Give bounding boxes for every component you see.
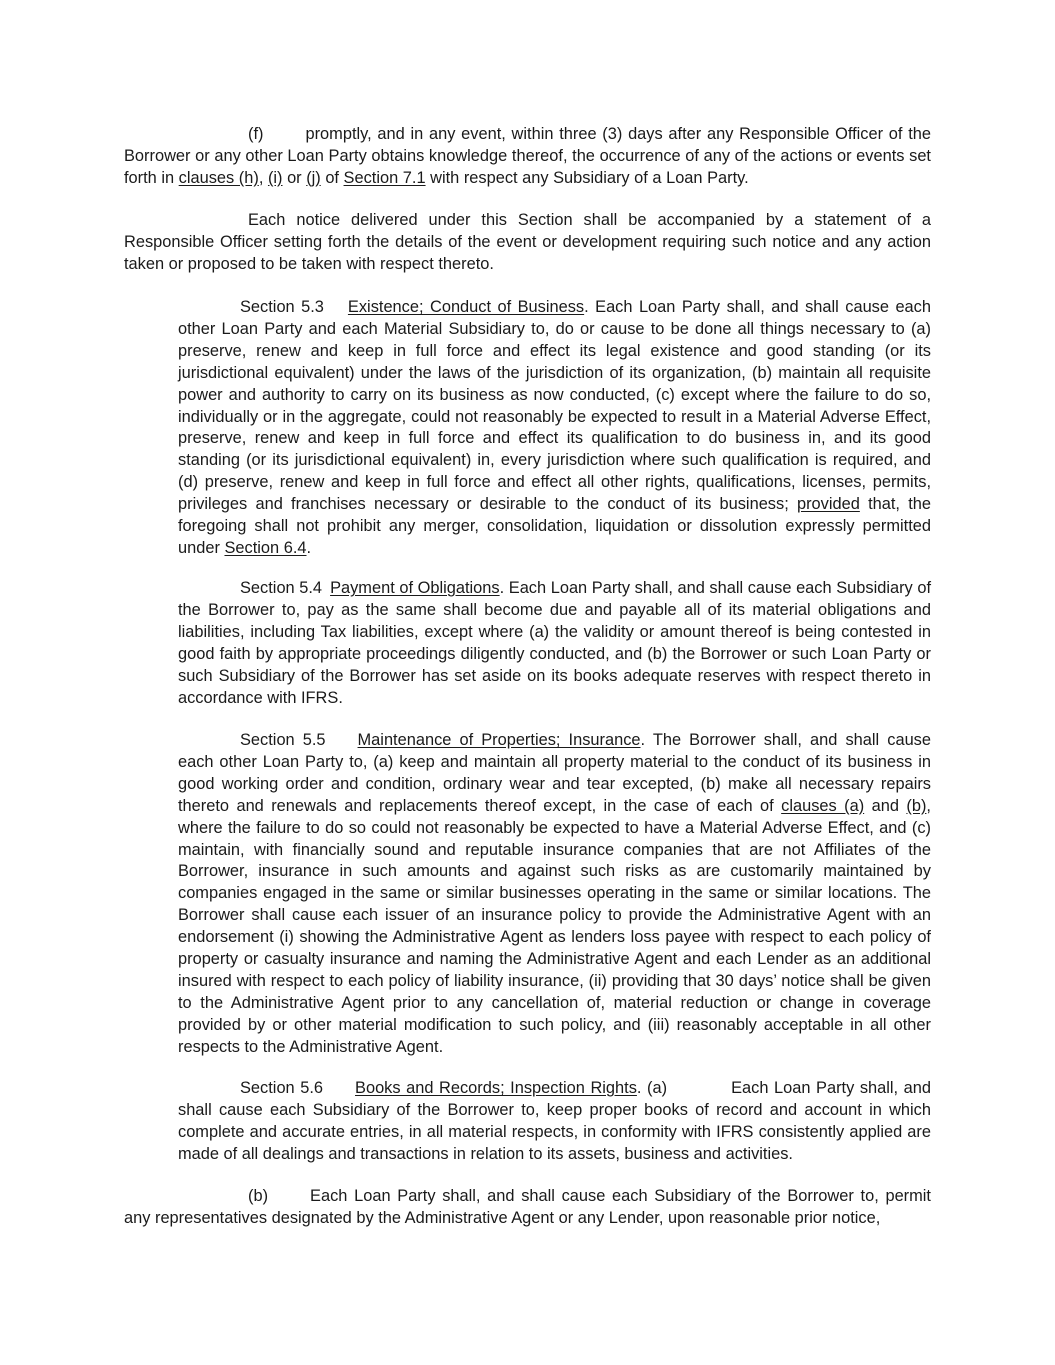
ref-clause-j: (j) <box>306 168 321 187</box>
section-5-6 <box>178 1078 931 1166</box>
separator: and <box>864 796 907 815</box>
paragraph-notice-text: Each notice delivered under this Section shall be accompanied by a statement of a Responsible Officer setting forth the details of the event or development requiring such notice and any action taken or proposed to be taken with respect thereto. <box>124 211 931 273</box>
section-5-3-number: Section 5.3 <box>240 298 324 316</box>
section-5-3 <box>178 297 931 560</box>
paragraph-f-text: promptly, and in any event, within three (3) days after any Responsible Officer of the Borrower or any other Loan Party obtains knowledge thereof, the occurrence of any of the actions or events set forth in <box>124 125 931 187</box>
section-5-5-text-2: , where the failure to do so could not reasonably be expected to have a Material Adverse Effect, and (c) maintain, with financially sound and reputable insurance companies that are not Affiliates of the Borrower, insurance in such amounts and against such risks as are customarily maintained by companies engaged in the same or similar businesses operating in the same or similar locations. The Borrower shall cause each issuer of an insurance policy to provide the Administrative Agent with an endorsement (i) showing the Administrative Agent as lenders loss payee with respect to each policy of property or casualty insurance and naming the Administrative Agent and each Lender as an additional insured with respect to each policy of liability insurance, (ii) providing that 30 days’ notice shall be given to the Administrative Agent prior to any cancellation of, material reduction or change in coverage provided by or other material modification to such policy, and (iii) reasonably acceptable in all other respects to the Administrative Agent. <box>178 796 931 1056</box>
ref-clauses-h: clauses (h) <box>178 168 259 187</box>
separator: or <box>282 168 307 187</box>
section-5-3-text-2: that, the foregoing shall not prohibit any merger, consolidation, liquidation or dissolution expressly permitted under <box>178 495 931 557</box>
section-5-4-heading: Payment of Obligations <box>330 579 500 597</box>
paragraph-b <box>124 1186 931 1230</box>
section-5-5-heading: Maintenance of Properties; Insurance <box>357 731 641 749</box>
section-5-6-clause-a: . (a) <box>636 1079 668 1097</box>
section-5-4-number: Section 5.4 <box>240 579 323 597</box>
ref-clause-b: (b) <box>906 796 927 815</box>
section-5-6-heading: Books and Records; Inspection Rights <box>355 1079 637 1097</box>
section-5-3-heading: Existence; Conduct of Business <box>347 298 585 316</box>
paragraph-b-marker: (b) <box>248 1187 269 1205</box>
section-5-3-text-3: . <box>306 538 312 557</box>
section-5-5 <box>178 730 931 1059</box>
separator: , <box>258 168 268 187</box>
paragraph-f <box>124 124 931 190</box>
section-5-5-number: Section 5.5 <box>240 731 326 749</box>
ref-clauses-a: clauses (a) <box>781 796 865 815</box>
paragraph-b-text: Each Loan Party shall, and shall cause each Subsidiary of the Borrower to, permit any representatives designated by the Administrative Agent or any Lender, upon reasonable prior notice, <box>124 1187 931 1227</box>
paragraph-f-marker: (f) <box>248 125 264 143</box>
ref-section-6-4: Section 6.4 <box>224 538 307 557</box>
section-5-3-text: . Each Loan Party shall, and shall cause each other Loan Party and each Material Subsidiary to, do or cause to be done all things necessary to (a) preserve, renew and keep in full force and effect its legal existence and good standing (or its jurisdictional equivalent) under the laws of the jurisdiction of its organization, (b) maintain all requisite power and authority to carry on its business as now conducted, (c) except where the failure to do so, individually or in the aggregate, could not reasonably be expected to result in a Material Adverse Effect, preserve, renew and keep in full force and effect its qualification to do business in, and its good standing (or its jurisdictional equivalent) in, every jurisdiction where such qualification is required, and (d) preserve, renew and keep in full force and effect all other rights, qualifications, licenses, permits, privileges and franchises necessary or desirable to the conduct of its business; <box>178 298 931 514</box>
ref-section-7-1: Section 7.1 <box>343 168 426 187</box>
section-5-4 <box>178 578 931 709</box>
section-5-4-text: . Each Loan Party shall, and shall cause each Subsidiary of the Borrower to, pay as the same shall become due and payable all of its material obligations and liabilities, including Tax liabilities, except where (a) the validity or amount thereof is being contested in good faith by appropriate proceedings diligently conducted, and (b) the Borrower or such Loan Party or such Subsidiary of the Borrower has set aside on its books adequate reserves with respect thereto in accordance with IFRS. <box>178 579 931 707</box>
section-5-6-number: Section 5.6 <box>240 1079 324 1097</box>
section-5-5-text: . The Borrower shall, and shall cause each other Loan Party to, (a) keep and maintain all property material to the conduct of its business in good working order and condition, ordinary wear and tear excepted, (b) make all necessary repairs thereto and renewals and replacements thereof except, in the case of each of <box>178 731 931 815</box>
separator: of <box>320 168 344 187</box>
section-5-6-text: Each Loan Party shall, and shall cause each Subsidiary of the Borrower to, keep proper books of record and account in which complete and accurate entries, in all material respects, in conformity with IFRS consistently applied are made of all dealings and transactions in relation to its assets, business and activities. <box>178 1079 932 1163</box>
provided-term: provided <box>796 495 860 514</box>
paragraph-notice <box>124 210 931 276</box>
paragraph-f-text-end: with respect any Subsidiary of a Loan Party. <box>425 168 749 187</box>
ref-clause-i: (i) <box>267 168 283 187</box>
